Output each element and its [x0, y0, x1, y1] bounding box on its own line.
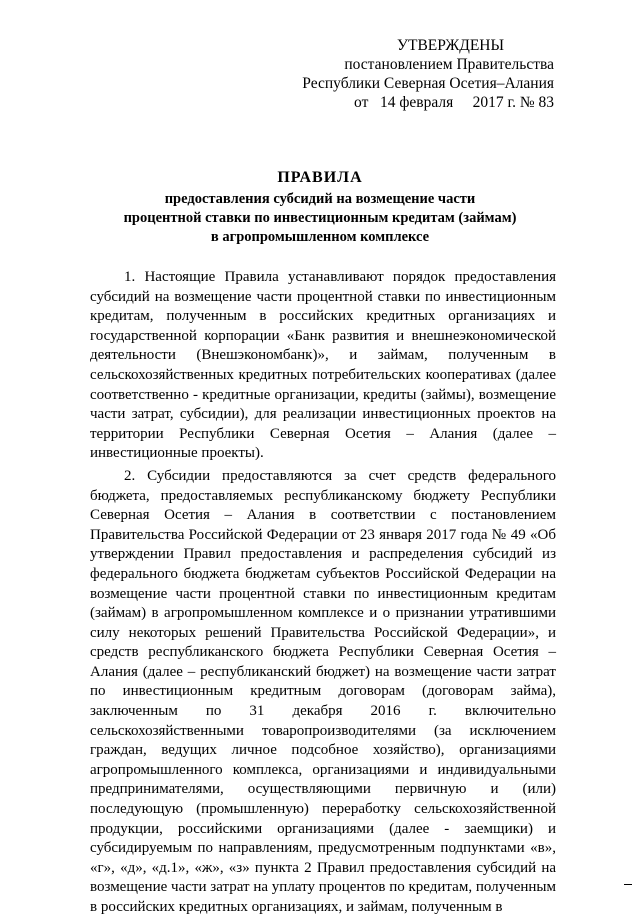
- approval-government: Республики Северная Осетия–Алания: [302, 75, 554, 92]
- title-main: ПРАВИЛА: [277, 169, 363, 186]
- page-edge-mark: [624, 884, 632, 885]
- paragraph-1: 1. Настоящие Правила устанавливают порядок предоставления субсидий на возмещение части процентной ставки по инвестиционным кредитам, полученным в российских кредитных организациях и государственной корпорации «Банк развития и внешнеэкономической деятельности (Внешэкономбанк)», и займам, полученным в сельскохозяйственных кредитных потребительских кооперативах (далее соответственно - кредитные организации, кредиты (займы), возмещение части затрат, субсидии), для реализации инвестиционных проектов на территории Республики Северная Осетия – Алания (далее – инвестиционные проекты).: [90, 269, 556, 462]
- paragraph-2: 2. Субсидии предоставляются за счет средств федерального бюджета, предоставляемых республиканскому бюджету Республики Северная Осетия – Алания в соответствии с постановлением Правительства Российской Федерации от 23 января 2017 года № 49 «Об утверждении Правил предоставления и распределения субсидий из федерального бюджета бюджетам субъектов Российской Федерации на возмещение части процентной ставки по инвестиционным кредитам (займам) в агропромышленном комплексе и о признании утратившими силу некоторых решений Правительства Российской Федерации», и средств республиканского бюджета Республики Северная Осетия – Алания (далее – республиканский бюджет) на возмещение части затрат по инвестиционным кредитным договорам (договорам займа), заключенным по 31 декабря 2016 г. включительно сельскохозяйственными товаропроизводителями (за исключением граждан, ведущих личное подсобное хозяйство), организациями агропромышленного комплекса, организациями и индивидуальными предпринимателями, осуществляющими первичную и (или) последующую (промышленную) переработку сельскохозяйственной продукции, российскими организациями (далее - заемщики) и субсидируемым по направлениям, предусмотренным подпунктами «в», «г», «д», «д.1», «ж», «з» пункта 2 Правил предоставления субсидий на возмещение части затрат на уплату процентов по кредитам, полученным в российских кредитных организациях, и займам, полученным в: [90, 467, 556, 915]
- document-body: [90, 268, 556, 921]
- document-title: [90, 168, 550, 247]
- approval-heading: УТВЕРЖДЕНЫ: [397, 37, 504, 54]
- subtitle-line-2: процентной ставки по инвестиционным кредитам (займам): [123, 210, 517, 226]
- approval-date-number: от 14 февраля 2017 г. № 83: [354, 94, 554, 111]
- subtitle-line-3: в агропромышленном комплексе: [210, 229, 430, 245]
- approval-decree: постановлением Правительства: [344, 56, 554, 73]
- title-subtitle: [90, 190, 550, 247]
- subtitle-line-1: предоставления субсидий на возмещение части: [164, 191, 476, 207]
- approval-stamp: [294, 36, 554, 112]
